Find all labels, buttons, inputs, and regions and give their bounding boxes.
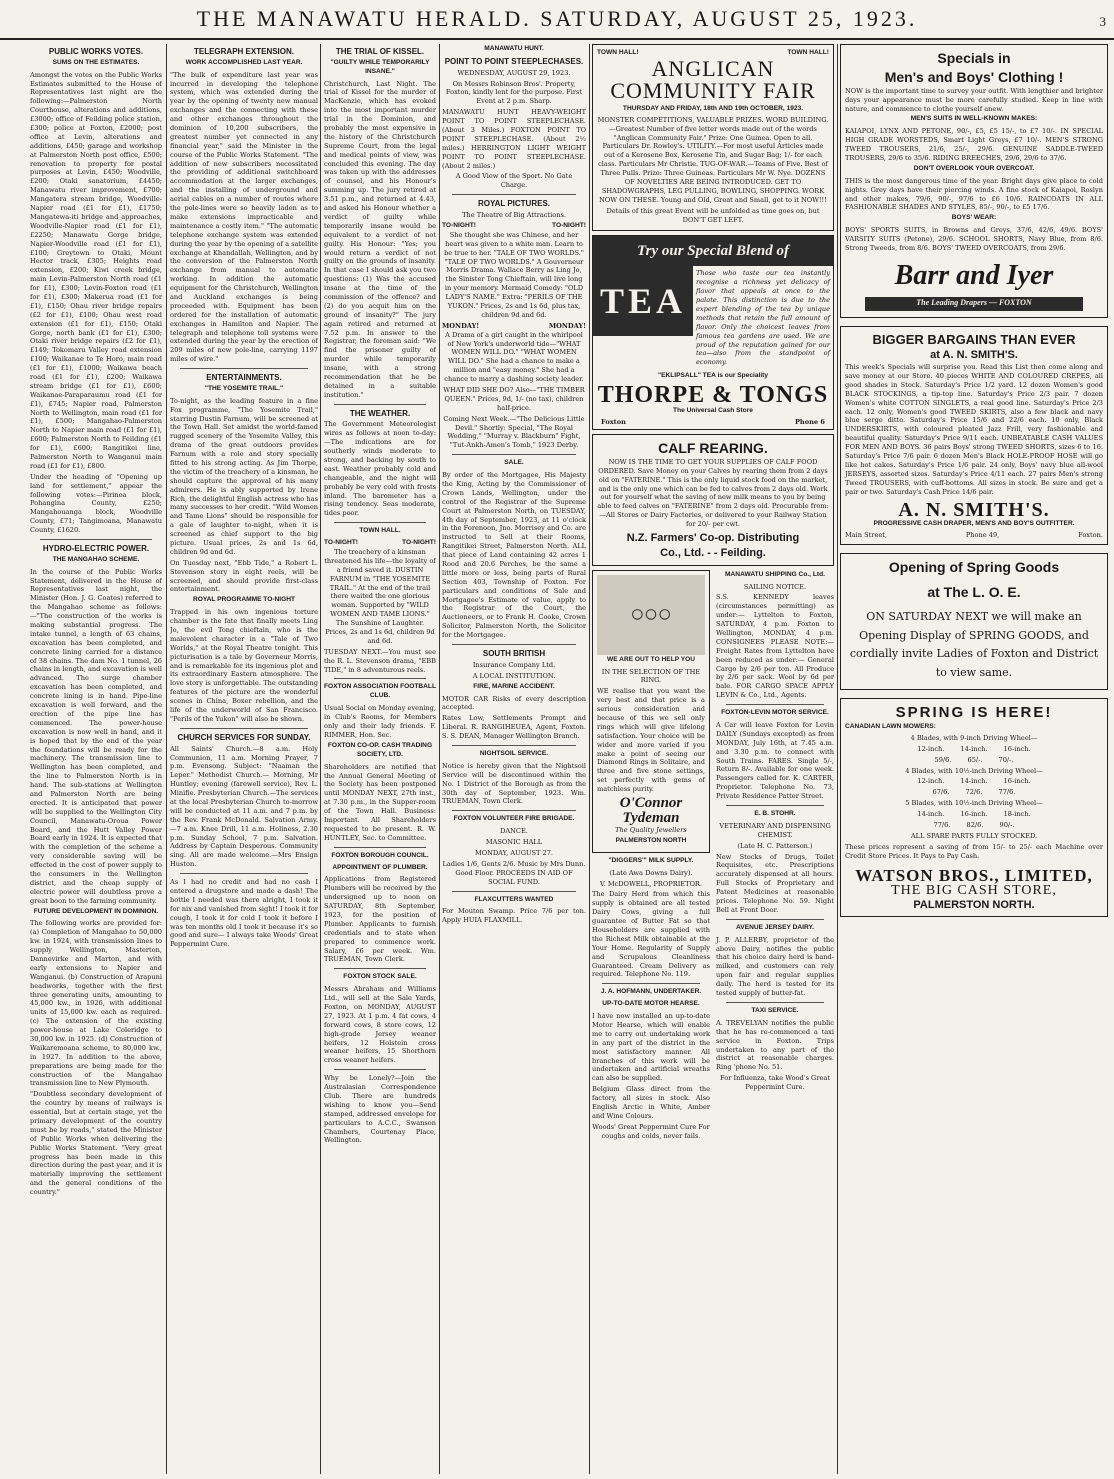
ad-text: For Mouton Swamp. Price 7/6 per ton. Apply HUIA FLAXMILL. [442, 907, 586, 925]
headline-hydro: HYDRO-ELECTRIC POWER. [42, 544, 150, 553]
ad-text: NOW is the important time to survey your outfit. With lengthier and brighter days your appearance must be more carefully studied. Keep in line with nature, and commence to clothe yourself anew. [845, 86, 1103, 113]
divider [180, 728, 308, 729]
ad-heading: MANAWATU SHIPPING Co., Ltd. [725, 570, 825, 578]
watson-town: PALMERSTON NORTH. [913, 898, 1035, 911]
divider [726, 919, 824, 920]
ad-heading: FOXTON ASSOCIATION FOOTBALL CLUB. [324, 683, 436, 700]
article-text: Amongst the votes on the Public Works Estimates submitted to the House of Representatives last night are the following:—Palmerston North Courthouse, alterations and additions, £3000; office of Feilding police station, £300; police at Foxton, £2000; post office at Levin, alterations and additions, £450; garage and workshop at Palmerston North post office, £500; renovation to property for postal purposes at Levin, £450; Woodville, £200; Otaki sanatorium, £4450; Manawatu river improvement, £700; Mangatera stream bridge, Woodville-Napier road (£1 for £1), £1750; Mangatewa-iti bridge and approaches, Woodville-Napier road (£1 for £1), £2250; Manawatu Gorge bridge, Napier-Woodville road (£1 for £1), £100; Greytown to Otaki, Mount Hector track, £305; Heights road extension, £200; Kiwi creek bridge, main Levin-Palmerston North road (£1 for £1), £300; Levin-Foxton road (£1 for £1), £300; Makerua road (£1 for £1), £150; Ohau river bridge repairs (£2 for £1), £100; Ohau west road extension (£1 for £1), £150; Otaki Gorge, north bank (£1 for £1), £300; Otaki river bridge repairs (£2 for £1), £149; Tokomaru Valley road extension £100; Waikanae to Te Horo, main road (£1 for £1), £1000; Waikawa beach road (£1 for £1), £200; Waikawa stream bridge (£1 for £1), £600; Waikanae-Paraparaumu road (£1 for £1), £745; Napier road, Palmerston North to Wellington, main road (£1 for £1), £500; Mangahao-Palmerston North to Napier main road (£1 for £1), £600; Palmerston North to Feilding (£1 for £1), £600; Rangitikei line, Palmerston North to Wanganui main road (£1 for £1), £800. [30, 70, 162, 470]
article-text: In the course of the Public Works Statement, delivered in the House of Representatives last night, the Minister (Hon. J. G. Coates) referred to the Mangahao scheme as follows:—"The construction of the works is making substantial progress. The intake tunnel, a length of 63 chains, excavation has been completed, and concrete lining carried for a distance of 38 chains. The dam No. 1 tunnel, 26 chains in length, and excavation is well advanced. The surge chamber excavation has been completed, and concrete lining is in hand. Pipe-line excavation is well forward, and the erection of the pipe line has commenced. The power-house excavation is now well in hand, and it is hoped that by the end of the year the foundations will be ready for the machinery. The transmission line to Wellington has been completed, and the line to Palmerston North is in hand. The sub-stations at Wellington and Palmerston North are being erected. It is anticipated that power will be supplied to the Wellington City Council, Manawatu-Oroua Power Board, and the Hutt Valley Power Board early in 1924. It is expected that with the completion of the scheme a very considerable saving will be effected in the cost of power supply to the consumers in the Wellington district, and the cheap supply of electric power will doubtless prove a great boon to the farming community. [30, 567, 162, 905]
watson-title: WATSON BROS., LIMITED, [855, 865, 1093, 885]
ad-heading: MEN'S SUITS IN WELL-KNOWN MAKES: [910, 115, 1038, 123]
divider [726, 704, 824, 705]
venue-label: TOWN HALL! [597, 49, 639, 56]
divider [452, 810, 576, 811]
ad-text: S.S. KENNEDY leaves (circumstances permitting) as under:— Lyttelton to Foxton, SATURDAY, 4 p.m. Foxton to Wellington, MONDAY, 4 p.m. CONSIGNEES PLEASE NOTE:— Freight Rates from Lyttelton have been reduced as under:— General Cargo by 2/6 per ton. All Produce by 2/6 per sack. Wool by 6d per bale. FOR CARGO SPACE APPLY LEVIN & Co., Ltd., Agents. [716, 593, 834, 700]
page-number: 3 [1099, 14, 1106, 29]
tonight-banner [324, 539, 436, 548]
barr-iyer-tagline: The Leading Drapers — FOXTON [865, 297, 1083, 311]
masthead-title: THE MANAWATU HERALD. SATURDAY, AUGUST 25, 1923. [196, 6, 918, 31]
venue-label: TOWN HALL! [787, 49, 829, 56]
ad-text: I have now installed an up-to-date Motor Hearse, which will enable me to carry out undertaking work in any part of the district in the most satisfactory manner. All branches of this work will be undertaken and artificial wreaths can also be supplied. [592, 1012, 710, 1083]
ad-text: Woods' Great Peppermint Cure For coughs and colds, never fails. [592, 1122, 710, 1140]
anglican-fair-ad [592, 44, 834, 231]
spring-goods-title: Opening of Spring Goods [888, 559, 1060, 576]
ad-text: The treachery of a kinsman threatened his life—the loyalty of a friend saved it. DUSTIN FARNUM in "THE YOSEMITE TRAIL." At the end of the trail there waited the one glorious woman. Supported by "WILD WOMEN AND TAME LIONS." The Sunshine of Laughter. Prices, 2s and 1s 6d, children 9d and 6d. [324, 548, 436, 645]
tea-quote: Those who taste our tea instantly recognise a richness yet delicacy of flavor that appeals at once to the palate. This distinction is due to the expert blending of the tea by unique methods that retain the full amount of flavor. Only the choicest leaves from famous tea gardens are used. We are proud of the reputation gained for our tea—also from the standpoint of economy. [696, 269, 830, 367]
headline-weather: THE WEATHER. [349, 408, 411, 418]
ans-town: Foxton. [1078, 531, 1103, 540]
ad-text: WE realise that you want the very best and that price is a serious consideration and because of this we sell only rings which will give lifelong satisfaction. Your choice will be wider and more varied if you make a point of seeing our Diamond Rings in Solitaire, and three and five stone settings, set perfectly with gems of matchless purity. [597, 687, 705, 794]
jeweller-town: PALMERSTON NORTH [615, 836, 687, 844]
ad-title: SOUTH BRITISH [482, 649, 546, 659]
ad-text: These prices represent a saving of from 15/- to 25/- each Machine over Credit Store Prices. It Pays to Pay Cash. [845, 842, 1103, 860]
article-text: Trapped in his own ingenious torture chamber is the fate that finally meets Ling Jo, the evil Tong chieftain, who is the malevolent character in a "Tale of Two Worlds," at the Royal Theatre tonight. This picturisation is a tale by Governeur Morris, and is remarkable for its ingenious plot and its extraordinary Eastern atmosphere. The love story is unforgettable. The outstanding features of the picture are the wonderful scenes in China, Boxer rebellion, and the life of the underworld of San Francisco. "Perils of the Yukon" will also be shown. [170, 608, 318, 723]
ad-text: Usual Social on Monday evening, in Club's Rooms, for Members only and their lady friends. F. RIMMER, Hon. Sec. [324, 704, 436, 739]
mower-spec: 4 Blades, with 9-inch Driving Wheel— [910, 733, 1038, 742]
headline-telegraph: TELEGRAPH EXTENSION. [193, 47, 294, 56]
specials-title: Specials in [937, 50, 1011, 66]
subhead: SUMS ON THE ESTIMATES. [52, 58, 140, 66]
ad-heading: FIRE, MARINE ACCIDENT. [473, 682, 555, 690]
jeweller-tagline: The Quality Jewellers [615, 826, 687, 834]
ad-heading: TAXI SERVICE. [751, 1006, 799, 1014]
divider [40, 539, 152, 540]
ad-text: A. TREVELYAN notifies the public that he has re-commenced a taxi service in Foxton. Trips undertaken to any part of the district at reasonable charges. Ring 'phone No. 51. [716, 1018, 834, 1072]
column-rule [320, 44, 321, 1474]
ad-heading: "DIGGERS'" MILK SUPPLY. [608, 856, 694, 864]
ad-heading: FOXTON VOLUNTEER FIRE BRIGADE. [453, 815, 575, 823]
tonight-label: TO-NIGHT! [442, 221, 476, 229]
mower-prices: 77/6. 82/6. 90/-. [933, 821, 1015, 830]
spring-is-here-ad [840, 698, 1108, 918]
store-subtitle: The Universal Cash Store [673, 407, 753, 415]
mower-sizes: 12-inch. 14-inch. 16-inch. [917, 777, 1031, 786]
headline-kissel: THE TRIAL OF KISSEL. [335, 47, 425, 56]
ad-text: Details of this great Event will be unfolded as time goes on, but DON'T GET LEFT. [606, 206, 820, 224]
subhead: "GUILTY WHILE TEMPORARILY INSANE." [330, 58, 430, 75]
column-rule [837, 44, 838, 1474]
right-subcolumn [716, 570, 834, 1143]
tonight-label: TO-NIGHT! [324, 539, 358, 547]
ad-subheading: UP-TO-DATE MOTOR HEARSE. [602, 1000, 700, 1008]
column-3 [324, 44, 436, 1474]
ad-heading: NIGHTSOIL SERVICE. [479, 749, 549, 757]
ad-text: On Messrs Robinson Bros'. Property, Foxton, kindly lent for the purpose. First Event at 2 p.m. Sharp. [445, 79, 583, 106]
ad-heading: FOXTON BOROUGH COUNCIL. [331, 851, 429, 859]
ad-text: NOW IS THE TIME TO GET YOUR SUPPLIES OF CALF FOOD ORDERED. Save Money on your Calves by rearing them from 2 days old on "FATERINE." This is the only liquid stock food on the market, and is the only one which can be fed to calves from 2 days old. Work out for yourself what the saving of new milk means to you by being able to feed calves on "FATERINE" from 2 days old. Procurable from:—All Stores or Dairy Factories, or delivered to your Railway Station for 20/- per cwt. [597, 457, 829, 529]
left-subcolumn [592, 570, 710, 1143]
column-1 [30, 44, 162, 1474]
ans-phone: Phone 49, [965, 531, 1000, 540]
monday-label: MONDAY! [442, 321, 480, 330]
ad-date: WEDNESDAY, AUGUST 29, 1923. [457, 68, 571, 77]
subhead: THE MANGAHAO SCHEME. [52, 555, 140, 563]
article-text: "The bulk of expenditure last year was incurred in developing the telephone system, which was extended during the year by the opening of twenty new manual exchanges and the connecting with these and other exchanges throughout the dominion of 10,200 subscribers, the greatest number yet connected in any financial year," said the Minister in the course of the Public Works Statement. "The addition of new subscribers necessitated the providing of additional switchboard accommodation at the larger exchanges, and the installing of underground and aerial cables on a number of routes where the pole-lines were so heavily laden as to make extensions impracticable and maintenance a costly item." "The automatic telephone exchange system was extended during the year by the opening of a satellite exchange at Khandallah, Wellington, and by the conversion of the Palmerston North exchange from manual to automatic working. In addition the automatic equipment for the Christchurch, Wellington and Auckland exchanges is being proceeded with. Equipment has been ordered for the installation of automatic exchanges in Hamilton and Napier. The telegraph and telephone toll systems were extended during the year by the erection of 209 miles of new pole-line, carrying 1197 miles of wire." [170, 70, 318, 364]
bargains-sub: at A. N. SMITH'S. [930, 349, 1018, 362]
coop-name: N.Z. Farmers' Co-op. Distributing [626, 531, 800, 544]
divider [180, 368, 308, 369]
tea-speciality: "EKLIPSALL" TEA is our Speciality [657, 372, 769, 380]
fair-dates: THURSDAY AND FRIDAY, 18th AND 19th OCTOBER, 1923. [622, 104, 804, 112]
tea-banner: Try our Special Blend of [593, 236, 833, 266]
ad-text: MOTOR CAR Risks of every description accepted. [442, 694, 586, 712]
divider [334, 1069, 426, 1070]
headline-entertainments: ENTERTAINMENTS. [206, 373, 282, 383]
jeweller-name: Tydeman [622, 810, 680, 826]
ad-title: ROYAL PICTURES. [477, 199, 550, 209]
ad-text: DANCE. [500, 827, 528, 836]
ad-text: WHAT DID SHE DO? Also—"THE TIMBER QUEEN." Prices, 9d, 1/- (no tax), children half-price. [443, 385, 585, 412]
ans-sub: PROGRESSIVE CASH DRAPER, MEN'S AND BOY'S OUTFITTER. [873, 520, 1075, 528]
subhead: WORK ACCOMPLISHED LAST YEAR. [185, 58, 303, 66]
ad-heading: MANAWATU HUNT. [484, 45, 544, 52]
jeweller-logo [597, 796, 705, 826]
clothing-specials-ad [840, 44, 1108, 318]
ad-text: TUESDAY NEXT.—You must see the R. L. Stevenson drama, "EBB TIDE," in 8 adventurous reels. [324, 647, 436, 674]
ad-subheading: Insurance Company Ltd. [472, 660, 556, 669]
ad-heading: E. B. STOHR. [754, 810, 796, 818]
calf-title: CALF REARING. [658, 439, 768, 456]
divider [452, 644, 576, 645]
headline-public-works: PUBLIC WORKS VOTES. [48, 47, 144, 56]
ad-subheading: VETERINARY AND DISPENSING CHEMIST. [719, 821, 831, 839]
spring-goods-title: at The L. O. E. [927, 584, 1021, 601]
ring-illustration: ◯ ◯ ◯ [597, 575, 705, 655]
watson-sub: THE BIG CASH STORE, [891, 882, 1057, 898]
article-text: All Saints' Church.—8 a.m. Holy Communion, 11 a.m. Morning Prayer, 7 p.m. Evensong. Subject: "Naaman the Leper." Methodist Church.— Morning, Mr Huntley; evening (farewell service), Rev. L. Minifie. Presbyterian Church.—The services at the local Presbyterian Church to-morrow will be conducted at 11 a.m. and 7 p.m. by the Rev. Frank McDonald. Salvation Army.—7 a.m. Knee Drill, 11 a.m. Holiness, 2.30 p.m. Sunday School, 7 p.m. Salvation. Address by Captain Desperous. Community sing. All are made welcome.—Mrs Ensign Huston. [170, 744, 318, 869]
ad-text: Coming Next Week.—"The Delicious Little Devil." Shortly: Special, "The Royal Wedding," "Murray v. Blackburn" Fight, "Tut-Ankh-Amen's Tomb," 1923 Derby. [443, 414, 585, 450]
mowers-heading: CANADIAN LAWN MOWERS: [845, 723, 936, 731]
ad-subheading: (Late Awa Downs Dairy). [609, 868, 693, 877]
divider [180, 873, 308, 874]
ad-subheading: A LOCAL INSTITUTION. [472, 671, 556, 680]
ad-text: She thought she was Chinese, and her heart was given to a white man. Learn to be true to her. "TALE OF TWO WORLDS." "TALE OF TWO WORLDS." A Gouverneur Morris Drama. Wallace Berry as Ling Jo, the Sinister Tong Chieftain, will live long in your memory. Mermaid Comedy: "OLD LADY'S NAME." Extra: "PERILS OF THE YUKON." Prices, 2s and 1s 6d, plus tax, children 9d and 6d. [444, 230, 584, 319]
fair-title: COMMUNITY FAIR [610, 77, 816, 103]
divider [334, 968, 426, 969]
column-4 [442, 44, 586, 1474]
column-rule [439, 44, 440, 1474]
divider [726, 805, 824, 806]
calf-rearing-ad [592, 434, 834, 566]
jeweller-name: O'Connor [619, 795, 683, 811]
column-2 [170, 44, 318, 1474]
ad-subheading: (Late H. C. Patterson.) [737, 841, 813, 850]
ad-text: MASONIC HALL [485, 838, 543, 847]
ad-text: Belgium Glass direct from the factory, all sizes in stock. Also English Arctic in White, Amber and Wine Colours. [592, 1085, 710, 1120]
ad-subheading: SAILING NOTICE. [743, 582, 807, 591]
divider [452, 745, 576, 746]
ad-heading: SALE. [504, 459, 524, 467]
tonight-label: TO-NIGHT! [552, 221, 586, 229]
column-rule [166, 44, 167, 1474]
ad-text: Ladies 1/6, Gents 2/6. Music by Mrs Dunn. Good Floor. PROCEEDS IN AID OF SOCIAL FUND. [442, 859, 586, 886]
ad-text: This week's Specials will surprise you. Read this List then come along and save money at our Store. 40 pieces WHITE AND COLOURED CREPES, all good shades in Stock. Saturday's Price 1/2 yard. 12 dozen Women's good BLACK STOCKINGS, a tip-top line. Saturday's Price 2/3 pair. 7 dozen Women's white COTTON SINGLETS, a real good line. Saturday's Price 2/3 each. 12 only, Women's good TWEED SKIRTS, also a few black and navy blue serge ditto. Saturday's Price 15/6 and 22/6 each. 10 only, Black UNDERSKIRTS, with coloured pleated Jazz Frill, very fashionable and beautiful quality. Saturday's Price 9/11 each. UNBEATABLE CASH VALUES FOR MEN AND BOYS. 36 pairs Boys' strong TWEED SHORTS, sizes 6 to 16. Saturday's Price 7/6 pair. 6 dozen Men's Black HOLE-PROOF HOSE will go like hot cakes. Saturday's Price 1/6 pair. 24 only, Boys' navy blue all-wool JERSEYS, assorted sizes. Saturday's Price 4/11 each. 27 pairs Men's strong Tweed TROUSERS, with cuff-bottoms. All sizes in stock. Be sure and get a pair or two. Saturday's Cash Price 14/6 pair. [845, 363, 1103, 496]
ad-text: BOYS' SPORTS SUITS, in Browns and Greys, 37/6, 42/6, 49/6. BOYS' VARSITY SUITS (Petone), 29/6. SCHOOL SHORTS, Navy Blue, from 8/6. Strong Tweeds, from 8/6. BOYS' TWEED OVERCOATS, from 29/6. [845, 226, 1103, 253]
ad-heading: DON'T OVERLOOK YOUR OVERCOAT. [913, 164, 1035, 172]
ad-text: MONDAY, AUGUST 27. [474, 848, 554, 857]
divider [602, 983, 700, 984]
divider [452, 891, 576, 892]
thorpe-tongs-title: THORPE & TONGS [597, 382, 829, 409]
ad-text: Why be Lonely?—Join the Australasian Correspondence Club. There are hundreds wishing to know you—Send stamped, addressed envelope for particulars to A.C.C., Swanson Chambers, Courtenay Place, Wellington. [324, 1074, 436, 1145]
barr-iyer-logo: Barr and Iyer [894, 259, 1054, 291]
ad-text: New Stocks of Drugs, Toilet Requisites, etc. Prescriptions accurately dispensed at all hours. Full Stocks of Proprietary and Patent Medicines at reasonable prices. Telephone No. 59. Night Bell at Front Door. [716, 852, 834, 914]
mower-sizes: 14-inch. 16-inch. 18-inch. [917, 810, 1031, 819]
ad-text: Rates Low, Settlements Prompt and Liberal. R. RANGIHEUEA, Agent, Foxton. S. S. DEAN, Manager Wellington Branch. [442, 714, 586, 741]
fair-title: ANGLICAN [651, 55, 775, 81]
ad-text: J. P. ALLERBY, proprietor of the above Dairy, notifies the public that his choice dairy herd is hand-milked, and customers can rely upon fair and regular supplies daily. The herd is tested for its tested supply of butter-fat. [716, 935, 834, 998]
article-text: The Government Meteorologist wires as follows at noon to-day:—The indications are for southerly winds moderate to strong, and backing by south to east. Weather probably cold and changeable, and the night will probably be very cold with frosts inland. The barometer has a rising tendency. Seas moderate, tides poor. [324, 420, 436, 518]
bargains-title: BIGGER BARGAINS THAN EVER [872, 331, 1076, 347]
ad-heading: TOWN HALL. [359, 527, 401, 535]
ad-text: A Drama of a girl caught in the whirlpool of New York's underworld tide—"WHAT WOMEN WILL DO." "WHAT WOMEN WILL DO." She had a chance to make a million and "easy money." She had a chance to marry a dashing society leader. [444, 330, 584, 384]
monday-label: MONDAY! [548, 321, 586, 330]
ad-heading: J. A. HOFMANN, UNDERTAKER. [600, 988, 702, 996]
ad-text: ON SATURDAY NEXT we will make an Opening Display of SPRING GOODS, and cordially invite Ladies of Foxton and District to view same. [849, 610, 1099, 680]
divider [334, 678, 426, 679]
ad-heading: BOYS' WEAR: [951, 214, 997, 222]
ad-subheading: V. McDOWELL, PROPRIETOR. [600, 879, 702, 888]
store-town: Foxton [601, 418, 626, 427]
divider [334, 404, 426, 405]
ad-heading: FOXTON CO-OP. CASH TRADING SOCIETY, LTD. [327, 741, 433, 758]
spring-goods-ad [840, 553, 1108, 690]
headline-church: CHURCH SERVICES FOR SUNDAY. [177, 732, 311, 742]
column-6 [840, 44, 1108, 1474]
divider [334, 847, 426, 848]
article-text: The following works are provided for: (a) Completion of Mangahao to 50,000 kw. in 1924, with transmission lines to supply Wellington, Masterton, Dannevirke and Marton, and with early extensions to Napier and Wanganui. (b) Construction of Arapuni headworks, together with the first three generating units, amounting to 45,000 kw., in 1926, with additional units of 15,000 kw. each as required. (c) The extension of the existing power-house at Lake Coleridge to 30,000 kw. in 1925. (d) Construction of Waikaremoana scheme, to 80,000 kw., in 1927. In addition to the above, preparations are being made for the construction of the Mangahao transmission line to New Plymouth. [30, 919, 162, 1088]
ad-heading: AVENUE JERSEY DAIRY. [736, 923, 814, 931]
ad-text: By order of the Mortgagee, His Majesty the King, Acting by the Commissioner of Crown Lands, Wellington, under the control of the Registrar of the Supreme Court at Palmerston North, on TUESDAY, 4th day of September, 1923, at 11 o'clock in the Forenoon, Jno. Morrisey and Co. are instructed to Sell at their Rooms, Rangitikei Street, Palmerston North. ALL that piece of Land containing 42 acres 1 Rood and 20.6 Perches, be the same a little more or less, being parts of Rural Section 403, Township of Foxton. For particulars and conditions of Sale and Mortgagee's Estimate of value, apply to the Registrar of the Court, the Auctioneers, or to Frank H. Cooke, Crown Solicitor, Palmerston North, the Solicitor for the Mortgagee. [442, 471, 586, 640]
subhead: FUTURE DEVELOPMENT IN DOMINION. [33, 907, 159, 915]
masthead [0, 0, 1114, 40]
divider [726, 1002, 824, 1003]
mower-spec: 5 Blades, with 10½-inch Driving Wheel— [905, 799, 1043, 808]
article-text: To-night, as the leading feature in a fine Fox programme, "The Yosemite Trail," starring Dustin Farnum, will be screened at the Town Hall. Set amidst the world-famed rugged scenery of the Yosemite Valley, this drama of the great outdoors provides Farnum with a role and story specially fitted to his strong acting. As Jim Thorpe, the victim of the treachery of a kinsman, he should capture the approval of his many admirers. He is ably supported by Irene Rich, the delightful English actress who has many successes to her credit. "Wild Women and Tame Lions" should be responsible for a gale of laughter to-night, when it is screened as chief support to the big picture. Usual prices, 2s and 1s 6d, children 9d and 6d. [170, 396, 318, 556]
ad-text: Messrs Abraham and Williams Ltd., will sell at the Sale Yards, Foxton, on MONDAY, AUGUST 27, 1923. At 1 p.m. 4 fat cows, 4 forward cows, 8 store cows, 12 high-grade Jersey weaner heifers, 12 Holstein cross weaner heifers, 15 Shorthorn cross weaner heifers. [324, 985, 436, 1065]
tonight-banner [442, 222, 586, 231]
ring-title: WE ARE OUT TO HELP YOU [606, 655, 696, 663]
ad-text: Applications from Registered Plumbers will be received by the undersigned up to noon on SATURDAY, 8th September, 1923, for the position of Plumber. Applicants to furnish credentials and to state when prepared to commence work. Salary, £6 per week. Wm. TRUEMAN, Town Clerk. [324, 875, 436, 964]
article-text: "Doubtless secondary development of the country by means of railways is essential, but at certain stage, yet the primary development of the country must be by roads," stated the Minister of Public Works when delivering the Public Works Statement. "Very great progress has been made in this direction during the past year, and it is materially improving the settlement and the general conditions of the country." [30, 1090, 162, 1197]
ad-title: POINT TO POINT STEEPLECHASES. [444, 56, 584, 66]
ad-text: Shareholders are notified that the Annual General Meeting of the Society has been postponed until MONDAY NEXT, 27th inst., at 7.30 p.m., in the Supper-room of the Town Hall. Business: Important. All Shareholders requested to be present. R. W. HUNTLEY, Sec. to Committee. [324, 762, 436, 842]
column-rule [589, 44, 590, 1474]
ad-text: MONSTER COMPETITIONS, VALUABLE PRIZES. WORD BUILDING.—Greatest Number of five letter words made out of the words "Anglican Community Fair." Prize: One Guinea. Open to all. Particulars Dr. Rowley's. UTILITY.—For most useful Articles made out of a Kerosene Box, Kerosene Tin, and Sugar Bag; 1/- for each class. Particulars Mr Christie. TUG-OF-WAR.—Teams of Five. Best of Three Pulls. Prize: Three Guineas. Particulars Mr W. Nye. DOZENS OF NOVELTIES ARE BEING INTRODUCED. GET TO SHADOWGRAPHS, LEG PULLING, BOWLING, SHOPPING. WORK NOW ON THESE. Young and Old, Great and Small, get to it NOW!!! [597, 115, 829, 204]
ans-footer [845, 531, 1103, 540]
spare-parts: ALL SPARE PARTS FULLY STOCKED. [910, 831, 1038, 840]
tea-ad [592, 235, 834, 429]
ad-subheading: The Theatre of Big Attractions. [462, 211, 566, 220]
ad-text: For Influenza, take Wood's Great Peppermint Cure. [720, 1074, 830, 1092]
store-phone: Phone 6 [794, 418, 825, 427]
article-text: On Tuesday next, "Ebb Tide," a Robert L. Stevenson story in eight reels, will be screened, and should provide first-class entertainment. [170, 558, 318, 594]
mower-sizes: 12-inch. 14-inch. 16-inch. [917, 744, 1031, 753]
ad-text: Notice is hereby given that the Nightsoil Service will be discontinued within the No. 1 District of the Borough as from the 30th day of September, 1923. Wm. TRUEMAN, Town Clerk. [442, 761, 586, 806]
ans-street: Main Street, [845, 531, 888, 540]
ad-text: A Good View of the Sport. No Gate Charge. [455, 172, 573, 190]
mower-prices: 59/6. 65/-. 70/-. [934, 755, 1014, 764]
subhead: "THE YOSEMITE TRAIL." [204, 384, 284, 392]
article-text: Under the heading of "Opening up land for settlement," appear the following votes:—Pirinoa block, Pohangina County, £250; Mangahouanga block, Woodville County, £71; Tangimoana, Manawatu County, £1620. [30, 472, 162, 535]
coop-name: Co., Ltd. - - Feilding. [660, 546, 766, 559]
column-5 [592, 44, 834, 1474]
subhead: ROYAL PROGRAMME TO-NIGHT [192, 596, 296, 604]
divider [452, 454, 576, 455]
bigger-bargains-ad [840, 326, 1108, 546]
ans-title: A. N. SMITH'S. [898, 499, 1050, 522]
mower-prices: 67/6. 72/6. 77/6. [932, 788, 1016, 797]
ad-text: KAIAPOI, LYNX AND PETONE, 90/-, £5, £5 15/-, to £7 10/-. IN SPECIAL HIGH GRADE WORSTEDS, Smart Light Greys, £7 10/-. MEN'S STRONG TWEED TROUSERS, 21/6, 25/-, 29/6. GENUINE SADDLE-TWEED TROUSERS, 29/6 to 35/6. RIDING BREECHES, 29/6, 29/6 to 37/6. [845, 127, 1103, 163]
ad-text: The Dairy Herd from which this supply is obtained are all tested Dairy Cows, giving a full guarantee of Butter Fat so that Householders are supplied with the Richest Milk obtainable at the Your Home. Regularity of Supply and Scrupulous Cleanliness Guaranteed. Cream Delivery as required. Telephone No. 119. [592, 890, 710, 979]
monday-banner [442, 322, 586, 331]
ad-text: THIS is the most dangerous time of the year. Bright days give place to cold nights. Grey days have their piercing winds. A fine stock of Kaiapoi, Roslyn and other makes, 79/6, 90/-, 97/6 to £6 10/6. RAINCOATS IN ALL FASHIONABLE SHADES AND STYLES, 85/-, 90/-, to £5 17/6. [845, 176, 1103, 212]
ring-ad [592, 570, 710, 853]
article-text: Christchurch, Last Night. The trial of Kissel for the murder of MacKenzie, which has evoked into the most important murder trial in the Dominion, and probably the most expensive in the history of the Christchurch Supreme Court, from the legal and medical points of view, was concluded this evening. The day was taken up with the addresses of counsel, and his Honour's summing up. The jury retired at 3.51 p.m., and returned at 4.43, and asked his Honour whether a verdict of guilty while temporarily insane would be equivalent to a verdict of not guilty. His Honour: "Yes; you would return a verdict of not guilty on the grounds of insanity. In that case I should ask you two questions: (1) Was the accused insane at the time of the commission of the offence? and (2) do you acquit him on the ground of insanity?" The jury again retired and returned at 7.52 p.m. In answer to the Registrar, the foreman said: "We find the prisoner guilty of murder while temporarily insane, with a strong recommendation that he be detained in a suitable institution." [324, 79, 436, 399]
spring-title: SPRING IS HERE! [895, 703, 1053, 721]
divider [334, 522, 426, 523]
ad-text: A Car will leave Foxton for Levin DAILY (Sundays excepted) as from MONDAY, July 16th, at 7.45 a.m. and 3.30 p.m. to connect with South Trains. FARES. Single 5/-, Return 8/-. Available for one week. Passengers called for. K. CARTER, Proprietor. Telephone No. 73, Private Residence Patter Street. [716, 721, 834, 801]
ad-heading: FLAXCUTTERS WANTED [474, 895, 554, 903]
tea-logo: TEA [593, 266, 693, 336]
specials-title: Men's and Boys' Clothing ! [884, 68, 1064, 85]
ad-heading: FOXTON STOCK SALE. [343, 973, 417, 981]
ad-subheading: APPOINTMENT OF PLUMBER. [332, 863, 428, 871]
mower-spec: 4 Blades, with 10½-inch Driving Wheel— [905, 766, 1043, 775]
ad-text: MANAWATU HUNT HEAVY-WEIGHT POINT TO POINT STEEPLECHASE. (About 3 Miles.) FOXTON POINT TO POINT STEEPLECHASE. (About 2½ miles.) HERRINGTON LIGHT WEIGHT POINT TO POINT STEEPLECHASE. (About 2 miles.) [442, 108, 586, 170]
ring-sub: IN THE SELECTION OF THE RING. [601, 667, 701, 685]
divider [452, 194, 576, 195]
tonight-label: TO-NIGHT! [402, 539, 436, 547]
ad-heading: FOXTON-LEVIN MOTOR SERVICE. [721, 709, 829, 717]
ad-text-peppermint: As I had no credit and had no cash I entered a drugstore and made a dash! The bottle I needed was there alright, I took it for nix and vanished from sight! I took it for cough, I took it for cold I took it before I was ten months old I took it because it's so good and sure— I always take Woods' Great Peppermint Cure. [170, 878, 318, 949]
store-footer [593, 418, 833, 429]
